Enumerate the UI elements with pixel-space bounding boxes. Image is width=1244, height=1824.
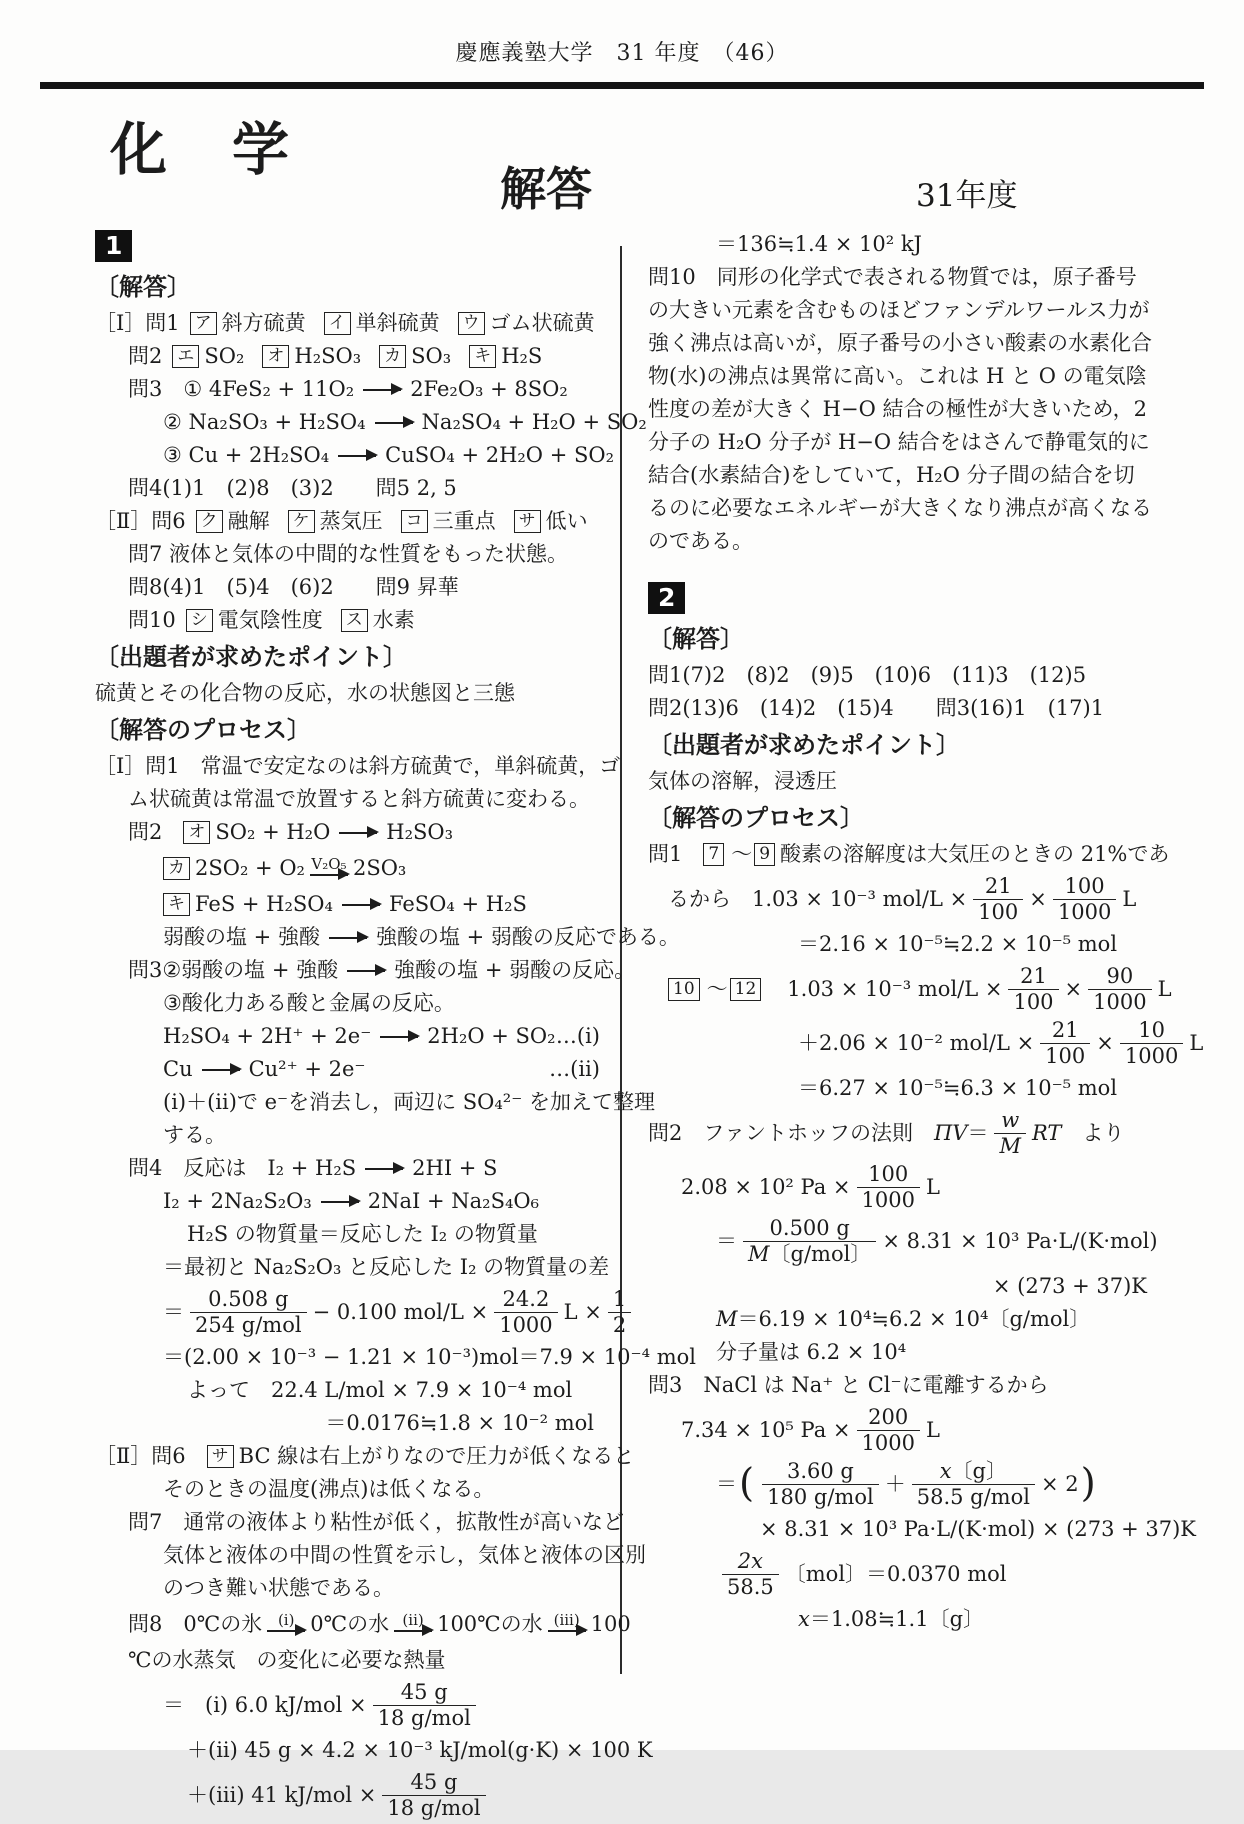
fraction-denominator: 1000 — [494, 1312, 557, 1338]
section-gap — [648, 558, 1153, 580]
range-tilde: ～ — [731, 842, 753, 866]
question-label: 問10 — [128, 608, 176, 632]
equation-line — [95, 406, 647, 439]
process-heading: 〔解答のプロセス〕 — [648, 803, 864, 832]
state-text: 0℃の水 — [310, 1612, 390, 1636]
answer-text: H₂S — [501, 344, 543, 368]
answer-text: H₂SO₃ — [294, 344, 362, 368]
fraction-denominator: 1000 — [1120, 1043, 1183, 1069]
plus-sign: ＋ — [884, 1472, 906, 1496]
question-label: ［Ⅰ］問1 — [95, 311, 180, 335]
boxed-number: 9 — [754, 843, 775, 866]
equation-line — [95, 373, 600, 406]
formula-right: 強酸の塩 + 弱酸の反応。 — [394, 958, 636, 982]
boxed-label: カ — [163, 857, 190, 880]
right-arrow-icon — [363, 389, 401, 391]
answer-line-q8-q9: 問8(4)1 (5)4 (6)2 問9 昇華 — [128, 575, 459, 599]
answer-text: ゴム状硫黄 — [489, 311, 595, 335]
fraction-numerator: 21 — [1051, 1018, 1079, 1042]
formula-text: × 8.31 × 10³ Pa·L/(K·mol) — [882, 1229, 1158, 1253]
formula-left: 2SO₂ + O₂ — [195, 856, 305, 880]
close-paren: ) — [1080, 1461, 1096, 1507]
answer-text: 三重点 — [432, 509, 496, 533]
state-text: 100℃の水 — [437, 1612, 543, 1636]
calculation-result: ＝6.27 × 10⁻⁵≒6.3 × 10⁻⁵ mol — [798, 1076, 1118, 1100]
fraction-numerator: 24.2 — [502, 1287, 550, 1311]
calculation-result: ＝136≒1.4 × 10² kJ — [716, 232, 922, 256]
answer-text: 斜方硫黄 — [221, 311, 306, 335]
left-column — [95, 228, 696, 1824]
formula-left: 問4 反応は I₂ + H₂S — [128, 1156, 357, 1180]
fraction-numerator — [935, 1459, 1012, 1484]
subject-title: 化 学 — [110, 116, 293, 183]
calculation-line: ＋(ii) 45 g × 4.2 × 10⁻³ kJ/mol(g·K) × 100 K — [187, 1738, 653, 1762]
fraction — [1008, 964, 1058, 1015]
fraction — [608, 1287, 631, 1338]
answer-item — [196, 505, 270, 538]
boxed-label: ア — [190, 312, 217, 335]
fraction-denominator: 180 g/mol — [762, 1484, 879, 1510]
process-text: の大きい元素を含むものほどファンデルワールス力が — [648, 298, 1150, 322]
fraction-numerator: 0.508 g — [208, 1287, 289, 1311]
equals-sign: ＝ — [716, 1229, 737, 1253]
equation-line — [95, 1152, 600, 1185]
answer-heading: 〔解答〕 — [648, 624, 744, 653]
boxed-label: シ — [186, 609, 213, 632]
calculation-line — [648, 874, 1153, 925]
fraction — [382, 1770, 485, 1821]
boxed-number: 12 — [730, 978, 762, 1001]
process-text: のである。 — [648, 529, 753, 553]
process-text: 酸素の溶解度は大気圧のときの 21%であ — [780, 842, 1170, 866]
question-label: 問2 — [128, 820, 184, 844]
fraction-numerator: 3.60 g — [786, 1459, 854, 1483]
boxed-number: 10 — [668, 978, 700, 1001]
fraction — [762, 1459, 879, 1510]
fraction-denominator: 18 g/mol — [382, 1795, 485, 1821]
answer-item — [262, 340, 361, 373]
times-sign: × — [1096, 1031, 1114, 1055]
fraction — [912, 1459, 1035, 1510]
fraction-denominator: M — [994, 1133, 1026, 1159]
formula-right: 2SO₃ — [352, 856, 407, 880]
formula-right: 2HI + S — [412, 1156, 498, 1180]
answer-text: 低い — [545, 509, 588, 533]
formula-right: 2Fe₂O₃ + 8SO₂ — [410, 377, 568, 401]
right-arrow-icon — [548, 1630, 586, 1632]
boxed-label: キ — [469, 345, 496, 368]
fraction-numerator: 21 — [984, 874, 1012, 898]
equation-line-tagged — [95, 1020, 600, 1053]
section-1-badge: 1 — [95, 230, 132, 262]
answer-line-q2-q3: 問2(13)6 (14)2 (15)4 問3(16)1 (17)1 — [648, 696, 1105, 720]
fraction-denominator: 100 — [1008, 989, 1058, 1015]
range-tilde: ～ — [706, 977, 728, 1001]
answer-text: 水素 — [372, 608, 415, 632]
fraction-numerator: 1 — [612, 1287, 627, 1311]
fraction-numerator: 21 — [1020, 964, 1047, 988]
boxed-label: オ — [183, 821, 210, 844]
right-arrow-icon — [338, 455, 376, 457]
calculation-line — [648, 1216, 1158, 1267]
question-label: 問2 — [128, 344, 163, 368]
answer-item — [469, 340, 542, 373]
process-text: (i)＋(ii)で e⁻を消去し，両辺に SO₄²⁻ を加えて整理 — [163, 1090, 655, 1114]
formula-right: H₂SO₃ — [386, 820, 454, 844]
boxed-label: ス — [341, 609, 368, 632]
point-heading: 〔出題者が求めたポイント〕 — [648, 730, 960, 759]
process-text: 気体と液体の中間の性質を示し，気体と液体の区別 — [163, 1543, 646, 1567]
question-label: ［Ⅱ］問6 — [95, 1444, 207, 1468]
process-line-q6 — [95, 1440, 635, 1473]
calculation-line: × 8.31 × 10³ Pa·L/(K·mol) × (273 + 37)K — [760, 1517, 1196, 1541]
point-text: 気体の溶解，浸透圧 — [648, 769, 837, 793]
formula-left: ② Na₂SO₃ + H₂SO₄ — [163, 410, 366, 434]
calculation-line: ＝(2.00 × 10⁻³ − 1.21 × 10⁻³)mol＝7.9 × 10⁻⁴ mol — [163, 1345, 696, 1369]
boxed-label: エ — [172, 345, 199, 368]
answer-text: 融解 — [227, 509, 270, 533]
process-text: H₂S の物質量＝反応した I₂ の物質量 — [187, 1222, 538, 1246]
fraction — [722, 1549, 779, 1600]
formula-left: Cu — [163, 1057, 193, 1081]
boxed-number: 7 — [703, 843, 724, 866]
answer-line-q1 — [95, 307, 600, 340]
boxed-label: コ — [401, 510, 428, 533]
variable-text: ΠV — [933, 1121, 968, 1145]
answer-line-q2 — [95, 340, 600, 373]
boxed-label: サ — [207, 1445, 234, 1468]
process-text: 問10 同形の化学式で表される物質では，原子番号 — [648, 265, 1137, 289]
section-2-badge: 2 — [648, 582, 685, 614]
unit-text: L — [925, 1175, 940, 1199]
fraction — [1088, 964, 1151, 1015]
process-text: そのときの温度(沸点)は低くなる。 — [163, 1477, 495, 1501]
fraction-numerator: 2x — [737, 1549, 763, 1573]
answer-item — [288, 505, 383, 538]
state-change-line — [95, 1608, 631, 1641]
variable-text: M — [748, 1242, 770, 1266]
equation-tag: …(i) — [555, 1024, 600, 1048]
right-arrow-icon — [321, 1201, 359, 1203]
formula-right: 2H₂O + SO₂ — [427, 1024, 556, 1048]
answer-text: 単斜硫黄 — [355, 311, 440, 335]
fraction-denominator: 1000 — [857, 1430, 920, 1456]
right-arrow-icon — [267, 1630, 305, 1632]
calculation-line — [648, 1459, 1153, 1510]
labeled-arrow — [265, 1612, 307, 1632]
equation-tag: …(ii) — [549, 1057, 600, 1081]
fraction — [973, 874, 1023, 925]
equation-line — [95, 439, 614, 472]
answer-title: 解答 — [500, 162, 592, 216]
formula-left: H₂SO₄ + 2H⁺ + 2e⁻ — [163, 1024, 372, 1048]
reaction-type-line — [95, 954, 636, 987]
point-heading: 〔出題者が求めたポイント〕 — [95, 642, 407, 671]
fraction-denominator: 18 g/mol — [373, 1705, 476, 1731]
calculation-line — [648, 1405, 1153, 1456]
formula-right: 強酸の塩 + 弱酸の反応である。 — [375, 925, 680, 949]
fraction-denominator: 254 g/mol — [190, 1312, 307, 1338]
arrow-label: (i) — [277, 1610, 295, 1629]
times-sign: × — [1064, 977, 1083, 1001]
labeled-arrow — [546, 1612, 588, 1632]
process-text: ＝最初と Na₂S₂O₃ と反応した I₂ の物質量の差 — [163, 1255, 610, 1279]
boxed-label: オ — [262, 345, 289, 368]
right-arrow-icon — [202, 1069, 240, 1071]
question-label: 問8 0℃の氷 — [128, 1612, 263, 1636]
question-label: 問1 — [648, 842, 704, 866]
unit-text: L — [925, 1418, 940, 1442]
fraction — [373, 1680, 476, 1731]
fraction — [1040, 1018, 1090, 1069]
fraction-denominator: 1000 — [857, 1187, 920, 1213]
reaction-type-line — [95, 921, 680, 954]
fraction — [857, 1162, 920, 1213]
calculation-line — [648, 964, 1172, 1015]
variable-text: M — [716, 1307, 738, 1331]
formula-left: 問3 ① 4FeS₂ + 11O₂ — [128, 377, 355, 401]
fraction-numerator: 200 — [868, 1405, 909, 1429]
boxed-label: ウ — [458, 312, 485, 335]
answer-text: 蒸気圧 — [319, 509, 383, 533]
answer-line-q10 — [95, 604, 600, 637]
right-arrow-icon — [342, 904, 380, 906]
right-arrow-icon — [339, 832, 377, 834]
formula-right: 2NaI + Na₂S₄O₆ — [367, 1189, 540, 1213]
fraction-numerator: 10 — [1138, 1018, 1165, 1042]
answer-item — [379, 340, 451, 373]
open-paren: ( — [739, 1461, 755, 1507]
boxed-label: サ — [514, 510, 541, 533]
formula-text: 1.03 × 10⁻³ mol/L × — [766, 977, 1003, 1001]
unit-text: L — [1189, 1031, 1204, 1055]
answer-text: SO₂ — [204, 344, 245, 368]
arrow-label: (iii) — [553, 1610, 580, 1629]
answer-item — [172, 340, 244, 373]
process-heading: 〔解答のプロセス〕 — [95, 715, 311, 744]
process-line-q1 — [648, 838, 1170, 871]
fraction-numerator: 45 g — [410, 1770, 458, 1794]
equals-sign: ＝ — [163, 1300, 184, 1324]
state-text: 100 — [590, 1612, 631, 1636]
formula-right: Cu²⁺ + 2e⁻ — [248, 1057, 366, 1081]
answer-text: SO₃ — [411, 344, 452, 368]
unit-text: 〔g/mol〕 — [769, 1242, 872, 1266]
formula-text: ＋2.06 × 10⁻² mol/L × — [798, 1031, 1035, 1055]
fraction-numerator: 100 — [868, 1162, 909, 1186]
calculation-result — [648, 1603, 1153, 1636]
fraction — [994, 1108, 1026, 1159]
answer-line-q1: 問1(7)2 (8)2 (9)5 (10)6 (11)3 (12)5 — [648, 663, 1087, 687]
formula-left: FeS + H₂SO₄ — [195, 892, 333, 916]
process-text: ［Ⅰ］問1 常温で安定なのは斜方硫黄で，単斜硫黄，ゴ — [95, 754, 621, 778]
calculation-result — [648, 1303, 1153, 1336]
variable-text: x — [939, 1459, 952, 1483]
process-text: 問7 通常の液体より粘性が低く，拡散性が高いなど — [128, 1510, 624, 1534]
answer-item — [401, 505, 496, 538]
fraction — [857, 1405, 920, 1456]
fraction — [1120, 1018, 1183, 1069]
formula-left: ③ Cu + 2H₂SO₄ — [163, 443, 330, 467]
answer-item — [324, 307, 440, 340]
formula-text: 7.34 × 10⁵ Pa × — [681, 1418, 851, 1442]
calculation-line — [648, 1018, 1204, 1069]
arrow-label: V₂O₅ — [311, 854, 347, 873]
process-text: 分子の H₂O 分子が H−O 結合をはさんで静電気的に — [648, 430, 1150, 454]
fraction-denominator: 100 — [1040, 1043, 1090, 1069]
calculation-line — [95, 1680, 600, 1731]
process-text: 問2 ファントホッフの法則 — [648, 1121, 934, 1145]
formula-text: ＋(iii) 41 kJ/mol × — [187, 1783, 377, 1807]
boxed-label: イ — [324, 312, 351, 335]
process-line-q2 — [648, 1108, 1153, 1159]
equation-line-catalyst — [95, 852, 600, 885]
labeled-arrow — [308, 856, 350, 876]
formula-right: CuSO₄ + 2H₂O + SO₂ — [385, 443, 614, 467]
formula-text: 〔mol〕＝0.0370 mol — [784, 1562, 1007, 1586]
page-header: 慶應義塾大学 31 年度 （46） — [455, 41, 789, 66]
fraction-denominator: 2 — [608, 1312, 631, 1338]
process-text: より — [1061, 1121, 1125, 1145]
result-text: 分子量は 6.2 × 10⁴ — [716, 1340, 907, 1364]
fraction-denominator: 58.5 g/mol — [912, 1484, 1035, 1510]
process-text: する。 — [163, 1123, 226, 1147]
fraction-numerator: 90 — [1106, 964, 1134, 988]
process-text: ③酸化力ある酸と金属の反応。 — [163, 991, 455, 1015]
calculation-result: ＝2.16 × 10⁻⁵≒2.2 × 10⁻⁵ mol — [798, 932, 1118, 956]
unit-text: L — [1122, 887, 1137, 911]
answer-line-q7: 問7 液体と気体の中間的な性質をもった状態。 — [128, 542, 569, 566]
answer-item — [186, 604, 323, 637]
question-label: ［Ⅱ］問6 — [95, 509, 186, 533]
equals-sign: ＝ — [967, 1121, 989, 1145]
formula-left: 問3②弱酸の塩 + 強酸 — [128, 958, 339, 982]
fraction-numerator: w — [1001, 1108, 1020, 1132]
calculation-line — [648, 1162, 1153, 1213]
calculation-line: × (273 + 37)K — [992, 1274, 1147, 1298]
point-text: 硫黄とその化合物の反応，水の状態図と三態 — [95, 681, 515, 705]
formula-left: I₂ + 2Na₂S₂O₃ — [163, 1189, 312, 1213]
times-sign: × — [1029, 887, 1047, 911]
arrow-label: (ii) — [402, 1610, 424, 1629]
formula-text: − 0.100 mol/L × — [312, 1300, 489, 1324]
formula-text: るから 1.03 × 10⁻³ mol/L × — [668, 887, 968, 911]
formula-right: Na₂SO₄ + H₂O + SO₂ — [421, 410, 647, 434]
fraction-denominator: 1000 — [1053, 899, 1116, 925]
fraction-denominator: 1000 — [1088, 989, 1151, 1015]
answer-item — [514, 505, 588, 538]
formula-text: × 2 — [1040, 1472, 1079, 1496]
fraction — [1053, 874, 1116, 925]
variable-text: RT — [1031, 1121, 1062, 1145]
fraction — [743, 1216, 876, 1267]
equation-line — [95, 888, 600, 921]
fraction-denominator — [743, 1241, 876, 1267]
boxed-label: ケ — [288, 510, 315, 533]
process-text: 物(水)の沸点は異常に高い。これは H と O の電気陰 — [648, 364, 1147, 388]
answer-item — [190, 307, 306, 340]
fraction-numerator: 100 — [1064, 874, 1105, 898]
boxed-label: ク — [196, 510, 223, 533]
calculation-line — [648, 1549, 1153, 1600]
answer-line-q4-q5: 問4(1)1 (2)8 (3)2 問5 2, 5 — [128, 476, 457, 500]
right-arrow-icon — [375, 422, 413, 424]
header-rule — [40, 82, 1204, 89]
process-text: のつき難い状態である。 — [163, 1576, 394, 1600]
equation-line — [95, 1185, 600, 1218]
equals-sign: ＝ — [716, 1472, 737, 1496]
fraction-numerator: 45 g — [400, 1680, 448, 1704]
right-arrow-icon — [347, 970, 385, 972]
right-column — [648, 228, 1204, 1636]
calculation-result: ＝0.0176≒1.8 × 10⁻² mol — [325, 1411, 594, 1435]
result-text: ＝1.08≒1.1〔g〕 — [809, 1607, 985, 1631]
process-text: 強く沸点は高いが，原子番号の小さい酸素の水素化合 — [648, 331, 1152, 355]
answer-line-q6 — [95, 505, 600, 538]
boxed-label: キ — [163, 893, 190, 916]
calculation-line — [95, 1287, 627, 1338]
year-label: 31年度 — [916, 178, 1018, 214]
process-line-q3: 問3 NaCl は Na⁺ と Cl⁻に電離するから — [648, 1373, 1049, 1397]
formula-right: FeSO₄ + H₂S — [388, 892, 527, 916]
result-text: ＝6.19 × 10⁴≒6.2 × 10⁴〔g/mol〕 — [737, 1307, 1091, 1331]
answer-text: 電気陰性度 — [217, 608, 323, 632]
labeled-arrow — [392, 1612, 434, 1632]
fraction-denominator: 100 — [973, 899, 1023, 925]
equation-line — [95, 816, 600, 849]
formula-left: SO₂ + H₂O — [215, 820, 331, 844]
fraction — [190, 1287, 307, 1338]
process-text: 性度の差が大きく H−O 結合の極性が大きいため，2 — [648, 397, 1147, 421]
unit-text: L — [1157, 977, 1172, 1001]
variable-text: x — [798, 1607, 810, 1631]
fraction-denominator: 58.5 — [722, 1574, 779, 1600]
fraction-numerator: 0.500 g — [769, 1216, 850, 1240]
process-text: ム状硫黄は常温で放置すると斜方硫黄に変わる。 — [128, 787, 590, 811]
formula-left: 弱酸の塩 + 強酸 — [163, 925, 320, 949]
calculation-line — [95, 1770, 600, 1821]
formula-text: ＝ (i) 6.0 kJ/mol × — [163, 1693, 367, 1717]
right-arrow-icon — [365, 1168, 403, 1170]
formula-text: L × — [563, 1300, 602, 1324]
fraction — [494, 1287, 557, 1338]
unit-text: 〔g〕 — [951, 1459, 1007, 1483]
answer-heading: 〔解答〕 — [95, 272, 191, 301]
process-text: BC 線は右上がりなので圧力が低くなると — [238, 1444, 635, 1468]
right-arrow-icon — [310, 874, 348, 876]
process-text: ℃の水蒸気 の変化に必要な熱量 — [128, 1648, 446, 1672]
calculation-line: よって 22.4 L/mol × 7.9 × 10⁻⁴ mol — [187, 1378, 573, 1402]
boxed-label: カ — [379, 345, 406, 368]
right-arrow-icon — [380, 1036, 418, 1038]
process-text: 結合(水素結合)をしていて，H₂O 分子間の結合を切 — [648, 463, 1135, 487]
equation-line-tagged — [95, 1053, 600, 1086]
process-text: るのに必要なエネルギーが大きくなり沸点が高くなる — [648, 496, 1152, 520]
right-arrow-icon — [329, 937, 367, 939]
answer-item — [341, 604, 415, 637]
right-arrow-icon — [394, 1630, 432, 1632]
formula-text: 2.08 × 10² Pa × — [681, 1175, 851, 1199]
answer-item — [458, 307, 595, 340]
